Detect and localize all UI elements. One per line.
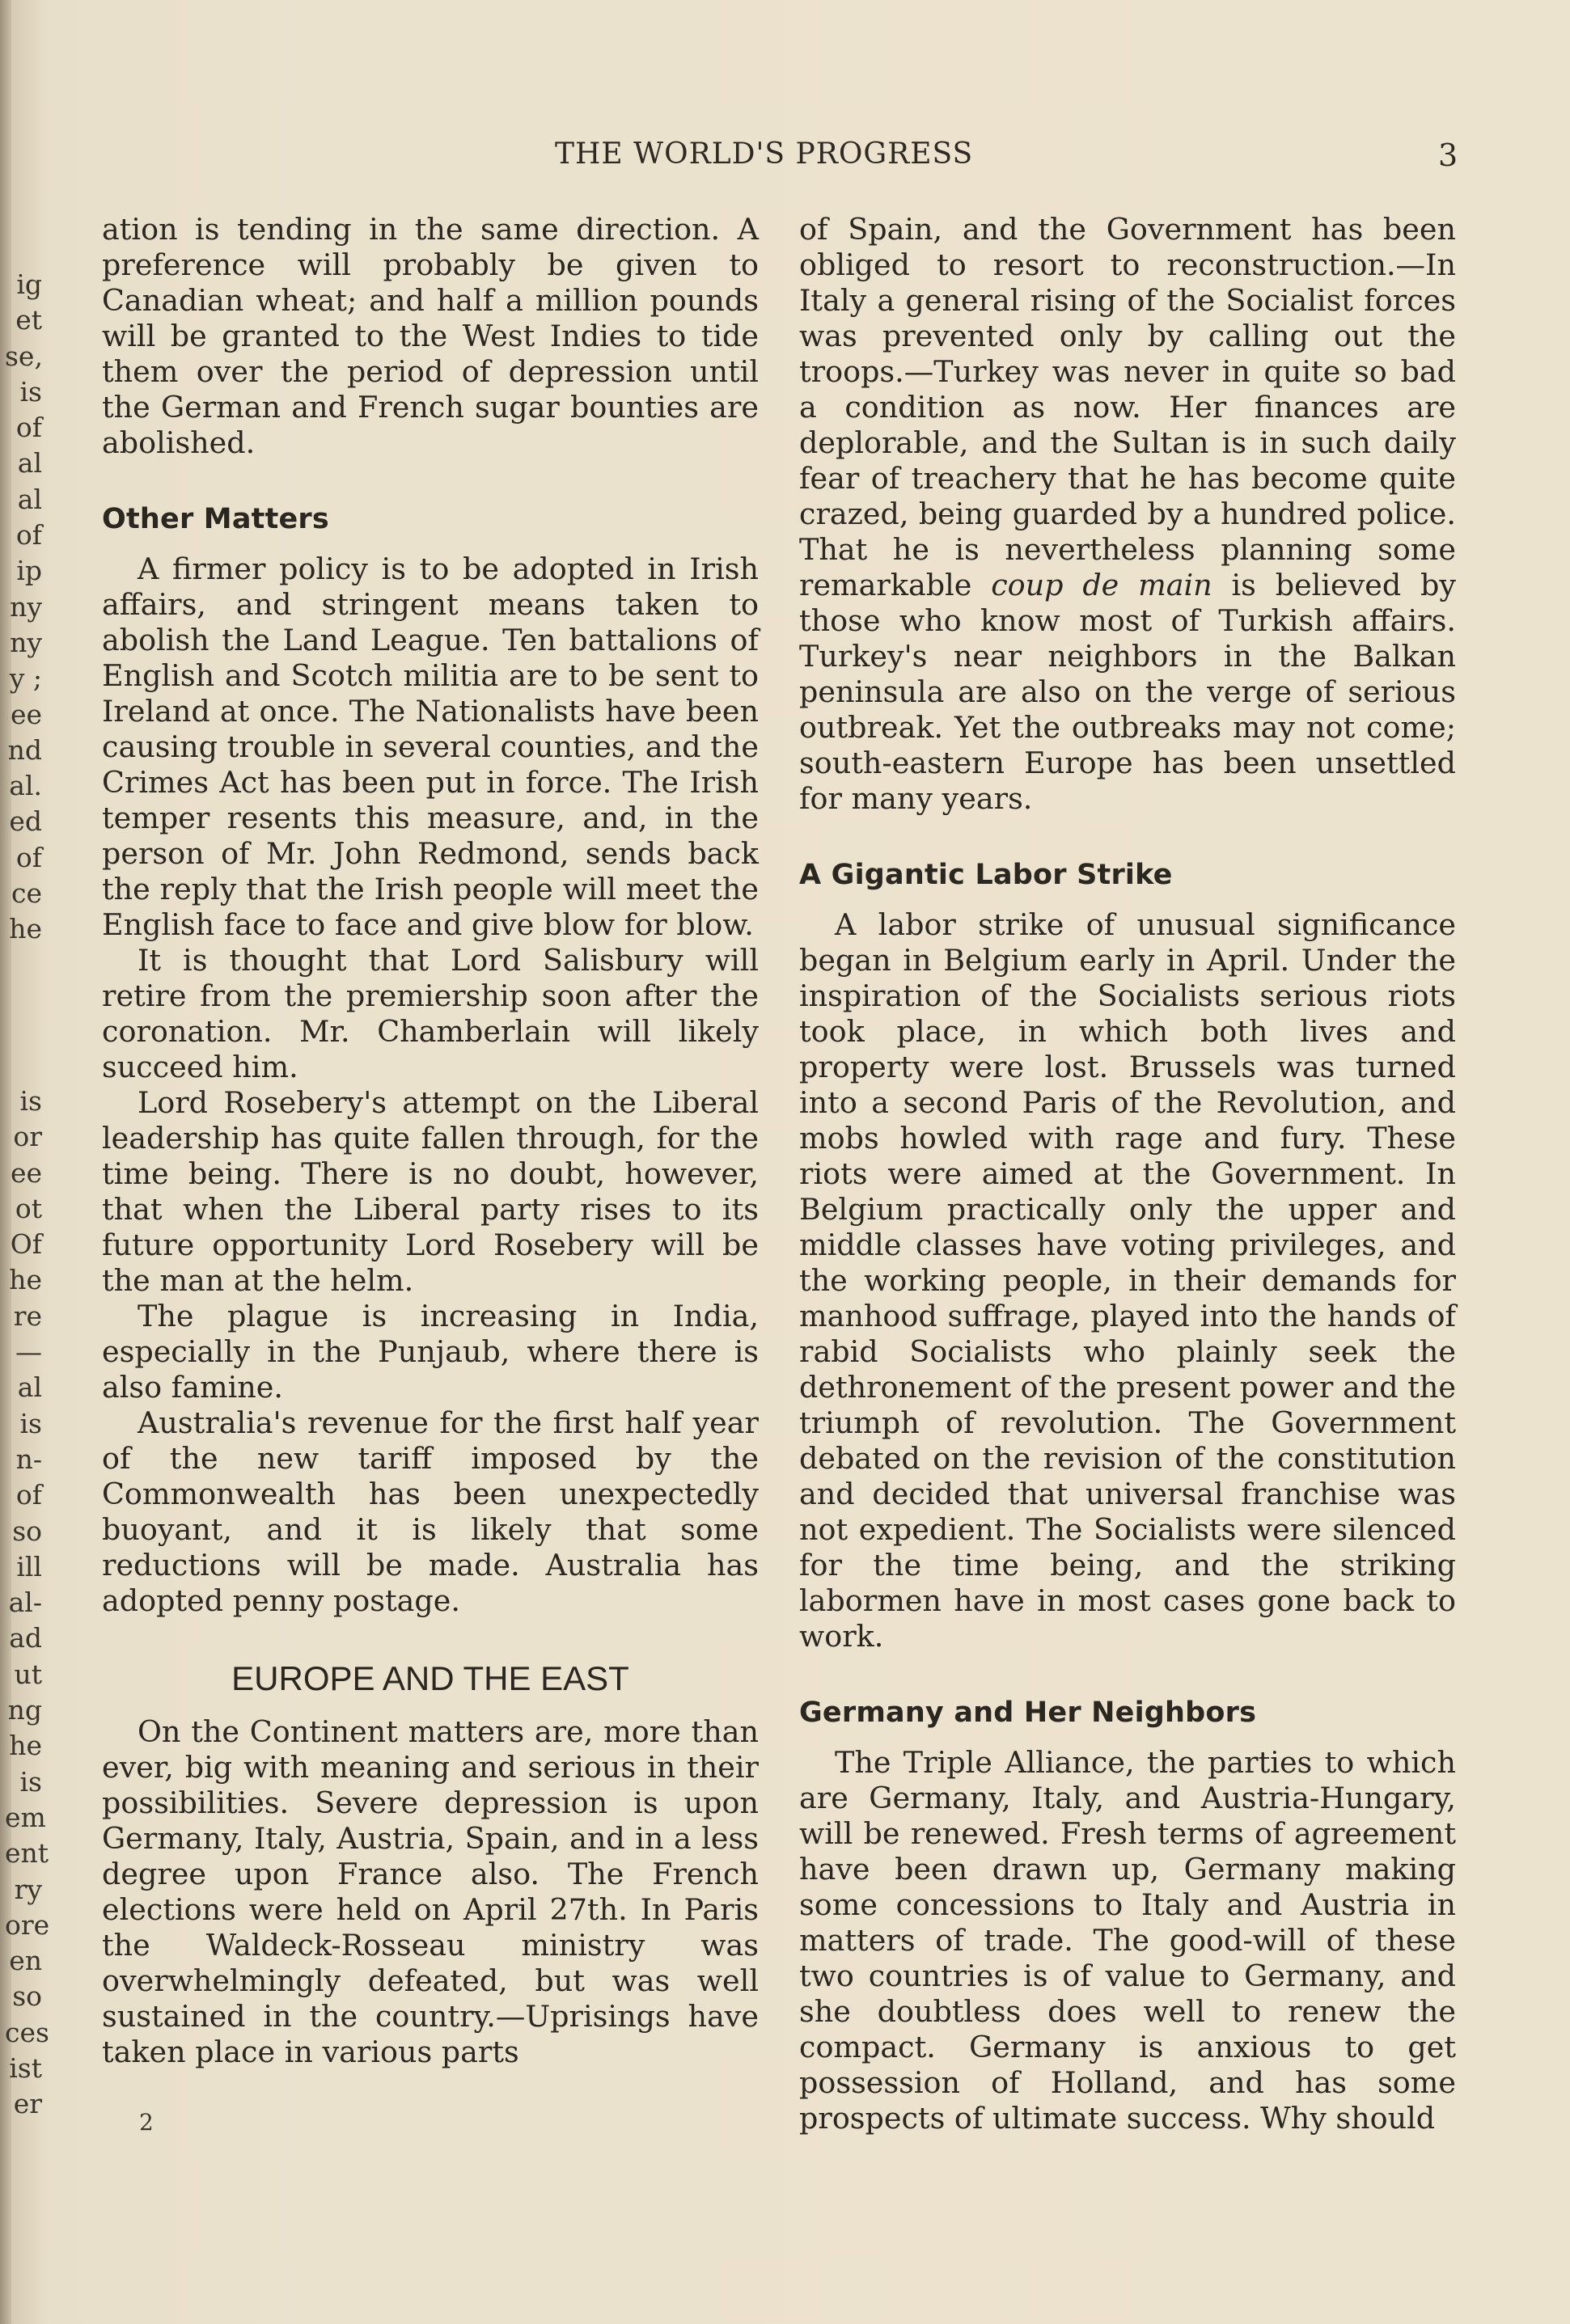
paragraph-plague: The plague is increasing in India, especially in the Punjaub, where there is also famine. <box>102 1299 759 1405</box>
paragraph-triple-alliance: The Triple Alliance, the parties to which are Germany, Italy, and Austria-Hungary, will be renewed. Fresh terms of agreement have been drawn up, Germany making some concessions to Italy and Austria in matters of trade. The good-will of these two countries is of value to Germany, and she doubtless does well to renew the compact. Germany is anxious to get possession of Holland, and has some prospects of ultimate success. Why should <box>799 1745 1456 2136</box>
section-heading-other-matters: Other Matters <box>102 503 329 535</box>
paragraph-continued: ation is tending in the same direction. A preference will probably be given to Canadian wheat; and half a million pounds will be granted to the West Indies to tide them over the period of depression until the German and French sugar bounties are abolished. <box>102 212 759 460</box>
paragraph-belgium-strike: A labor strike of unusual significance began in Belgium early in April. Under the inspiration of the Socialists serious riots took place, in which both lives and property were lost. Brussels was turned into a second Paris of the Revolution, and mobs howled with rage and fury. These riots were aimed at the Government. In Belgium practically only the upper and middle classes have voting privileges, and the working people, in their demands for manhood suffrage, played into the hands of rabid Socialists who plainly seek the dethronement of the present power and the triumph of revolution. The Government debated on the revision of the constitution and decided that universal franchise was not expedient. The Socialists were silenced for the time being, and the striking labormen have in most cases gone back to work. <box>799 907 1456 1654</box>
italic-phrase: coup de main <box>991 568 1212 602</box>
page-number: 3 <box>1438 137 1458 173</box>
previous-page-bleed-upper: ig et se, is of al al of ip ny ny y ; ee nd al. ed of ce he <box>5 268 43 945</box>
left-column <box>102 212 759 2070</box>
section-heading-labor-strike: A Gigantic Labor Strike <box>799 859 1173 891</box>
paragraph-irish-affairs: A firmer policy is to be adopted in Irish affairs, and stringent means taken to abolish the Land League. Ten battalions of English and Scotch militia are to be sent to Ireland at once. The Nationalists have been causing trouble in several counties, and the Crimes Act has been put in force. The Irish temper resents this measure, and, in the person of Mr. John Redmond, sends back the reply that the Irish people will meet the English face to face and give blow for blow. <box>102 551 759 942</box>
running-title: THE WORLD'S PROGRESS <box>555 137 974 171</box>
paragraph-rosebery: Lord Rosebery's attempt on the Liberal leadership has quite fallen through, for the time being. There is no doubt, however, that when the Liberal party rises to its future opportunity Lord Rosebery will be the man at the helm. <box>102 1085 759 1298</box>
paragraph-australia: Australia's revenue for the first half year of the new tariff imposed by the Commonwealth has been unexpectedly buoyant, and it is likely that some reductions will be made. Australia has adopted penny postage. <box>102 1405 759 1618</box>
section-heading-europe-and-the-east: EUROPE AND THE EAST <box>231 1659 629 1697</box>
previous-page-bleed-lower: is or ee ot Of he re — al is n- of so ill al- ad ut ng he is em ent ry ore en so ces ist er <box>5 1085 50 2120</box>
signature-mark: 2 <box>139 2109 154 2136</box>
text-run: is believed by those who know most of Turkish affairs. Turkey's near neighbors in the Balkan peninsula are also on the verge of serious outbreak. Yet the outbreaks may not come; south-eastern Europe has been unsettled for many years. <box>799 568 1457 816</box>
right-column <box>799 212 1456 2136</box>
section-heading-germany: Germany and Her Neighbors <box>799 1697 1257 1729</box>
paragraph-salisbury: It is thought that Lord Salisbury will retire from the premiership soon after the coronation. Mr. Chamberlain will likely succeed him. <box>102 943 759 1084</box>
text-run: of Spain, and the Government has been obliged to resort to reconstruction.—In Italy a general rising of the Socialist forces was prevented only by calling out the troops.—Turkey was never in quite so bad a condition as now. Her finances are deplorable, and the Sultan is in such daily fear of treachery that he has become quite crazed, being guarded by a hundred police. That he is nevertheless planning some remarkable <box>799 212 1456 602</box>
paragraph-continent: On the Continent matters are, more than ever, big with meaning and serious in their possibilities. Severe depression is upon Germany, Italy, Austria, Spain, and in a less degree upon France also. The French elections were held on April 27th. In Paris the Waldeck-Rosseau ministry was overwhelmingly defeated, but was well sustained in the country.—Uprisings have taken place in various parts <box>102 1714 759 2069</box>
paragraph-spain-turkey <box>799 212 1456 817</box>
